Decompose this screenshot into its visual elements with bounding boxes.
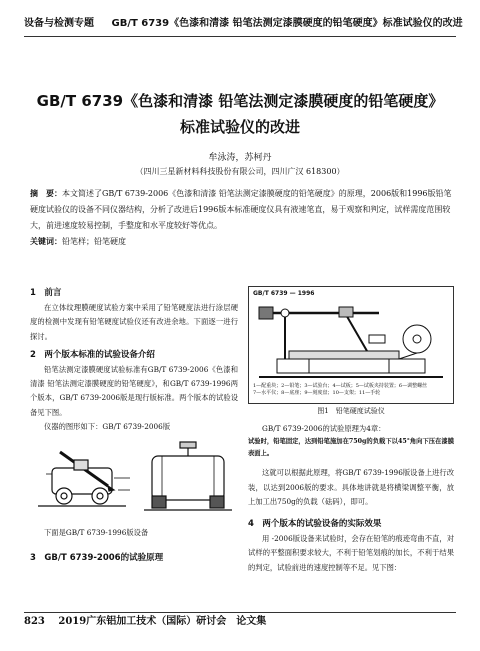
section-1-heading: 1 前言 bbox=[30, 288, 62, 298]
figure-right-legend-line-2: 7—水平仪；8—底座；9—刻度盘；10—支架；11—手轮 bbox=[253, 390, 381, 396]
header-running-title: GB/T 6739《色漆和清漆 铅笔法测定漆膜硬度的铅笔硬度》标准试验仪的改进 bbox=[111, 18, 463, 29]
section-4-heading: 4 两个版本的试验设备的实际效果 bbox=[248, 519, 382, 530]
figure-right-caption: 图1 铅笔硬度试验仪 bbox=[317, 407, 385, 415]
section-1-paragraph: 在立体纹理膜硬度试验方案中采用了铅笔硬度法进行涂层硬度的检测中发现有铅笔硬度试验仪还有改进余地。下面逐一进行探讨。 bbox=[30, 303, 238, 341]
section-2-paragraph-1: 铅笔法测定漆膜硬度试验标准有GB/T 6739-2006《色漆和清漆 铅笔法测定漆膜硬度的铅笔硬度》，和GB/T 6739-1996两个版本，GB/T 6739-2006版是现行版标准。两个版本的试验设备见下图。 bbox=[30, 364, 238, 417]
left-column bbox=[30, 286, 238, 566]
section-2-heading: 2 两个版本标准的试验设备介绍 bbox=[30, 349, 155, 360]
right-paragraph-2: 试验时，铅笔固定，达到铅笔施加在750g的负载下以45°角向下压在漆膜表面上。 bbox=[248, 438, 454, 458]
figure-right-legend bbox=[253, 383, 449, 397]
right-paragraph-1: GB/T 6739-2006的试验原理为4章： bbox=[262, 424, 386, 433]
title-line-1: GB/T 6739《色漆和清漆 铅笔法测定漆膜硬度的铅笔硬度》 bbox=[36, 92, 444, 110]
page-number: 823 bbox=[24, 616, 45, 627]
abstract bbox=[30, 186, 454, 234]
running-header bbox=[24, 14, 463, 37]
page-footer bbox=[24, 612, 456, 631]
section-4-paragraph: 用 -2006版设备来试验时，会存在铅笔的痕迹弯曲不直，对试样的平整面积要求较大，不利于铅笔划痕的加长，不利于结果的判定，试验前进的速度控制等不足。见下图： bbox=[248, 534, 454, 572]
section-2-paragraph-2: 仪器的图形如下：GB/T 6739-2006版 bbox=[44, 422, 171, 432]
affiliation: （四川三星新材料科技股份有限公司，四川广汉 618300） bbox=[135, 167, 345, 176]
figure-left-caption: 下面是GB/T 6739-1996版设备 bbox=[44, 528, 149, 538]
keywords-label: 关键词： bbox=[30, 237, 62, 246]
section-3-heading: 3 GB/T 6739-2006的试验原理 bbox=[30, 552, 164, 563]
paper-title bbox=[24, 88, 456, 140]
figure-right-title: GB/T 6739 — 1996 bbox=[253, 290, 315, 297]
keywords-text: 铅笔样；铅笔硬度 bbox=[62, 237, 126, 246]
figure-2006-apparatus bbox=[30, 438, 238, 516]
right-paragraph-3: 这就可以根据此原理，将GB/T 6739-1996版设备上进行改装，以达到2006版的要求。具体地讲就是将横梁调整平衡，放上加工出750g的负载（砝码），即可。 bbox=[248, 468, 454, 506]
right-column bbox=[248, 286, 454, 575]
figure-right-legend-line-1: 1—配重块；2—铅笔；3—试验台；4—试板；5—试板夹持装置；6—调整螺丝 bbox=[253, 383, 428, 389]
figure-1996-apparatus bbox=[248, 286, 454, 404]
header-section: 设备与检测专题 bbox=[24, 18, 94, 29]
figure-1996-drawing bbox=[249, 299, 453, 383]
footer-text: 2019广东铝加工技术（国际）研讨会 论文集 bbox=[58, 616, 267, 627]
title-line-2: 标准试验仪的改进 bbox=[179, 118, 300, 136]
abstract-label: 摘 要： bbox=[30, 189, 62, 198]
keywords bbox=[30, 236, 454, 247]
abstract-text: 本文简述了GB/T 6739-2006《色漆和清漆 铅笔法测定漆膜硬度的铅笔硬度》的原理，2006版和1996版铅笔硬度试验仪的设备不同仪器结构，分析了改进后1996版本标准硬度仪具有液速笔直，易于观察和判定，试样需度范围较大，前进速度较易控制，手整度和水平度较好等优点。 bbox=[30, 189, 452, 230]
authors: 牟泳涛，苏柯丹 bbox=[208, 153, 272, 163]
